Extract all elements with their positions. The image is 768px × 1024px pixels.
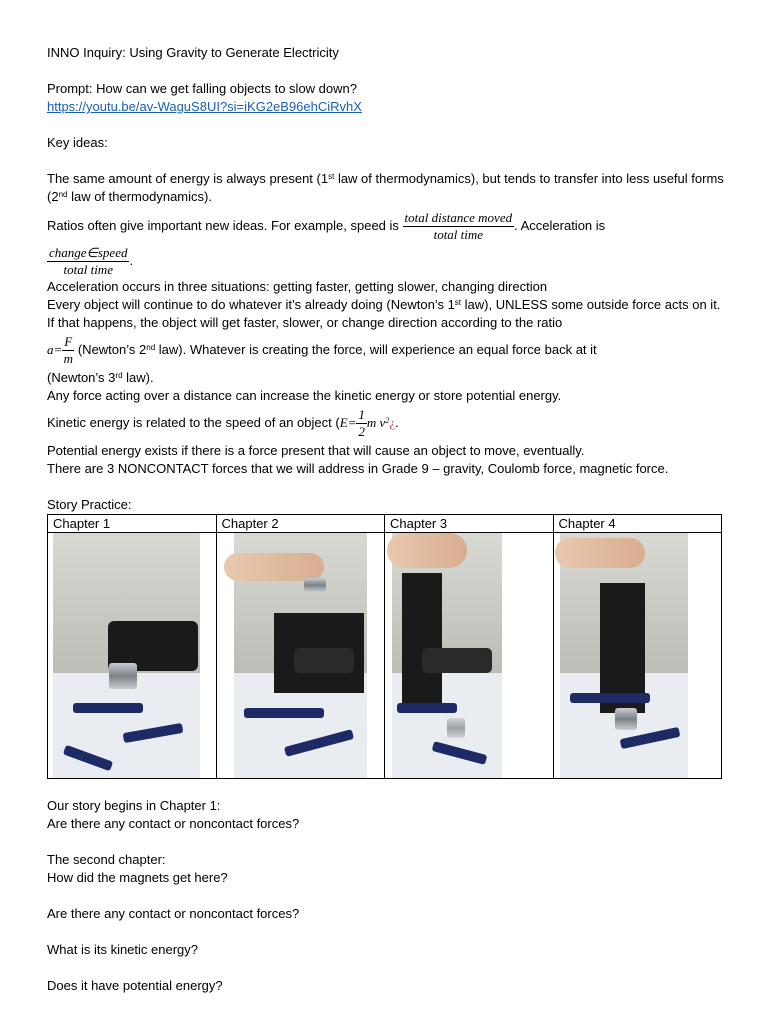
question-5: Are there any contact or noncontact forces? [47,906,300,921]
chapter-4-photo-cell [553,533,722,779]
acceleration-fraction-line: $\frac{\text{change∈speed}}{\text{total time}}$ . [49,245,134,277]
chapter-3-photo-cell [385,533,554,779]
chapter-2-photo-cell [216,533,385,779]
noncontact-forces-text: There are 3 NONCONTACT forces that we will address in Grade 9 – gravity, Coulomb force, magnetic force. [47,461,669,476]
document-body [47,44,727,995]
chapter-1-photo-cell [48,533,217,779]
acceleration-situations: Acceleration occurs in three situations: getting faster, getting slower, changing direction [47,279,548,294]
ratio-paragraph: Ratios often give important new ideas. For example, speed is $\frac{\text{total distance moved}}{\text{total time}}$ . Acceleration is [47,210,606,242]
question-3: The second chapter: [47,852,166,867]
prompt-text: Prompt: How can we get falling objects to slow down? [47,81,357,96]
chapter-3-photo [385,533,553,778]
story-practice-heading: Story Practice: [47,497,132,512]
half-fraction: $\frac{1}{2}$ [358,407,365,439]
chapter-4-header: Chapter 4 [553,515,722,533]
thermodynamics-paragraph: The same amount of energy is always present (1st law of thermodynamics), but tends to transfer into less useful forms (2nd law of thermodynamics). [47,171,724,204]
question-1: Our story begins in Chapter 1: [47,798,221,813]
force-distance-text: Any force acting over a distance can increase the kinetic energy or store potential energy. [47,388,562,403]
acceleration-fraction: $\frac{\text{change∈speed}}{\text{total time}}$ [49,245,128,277]
newton-first-law: Every object will continue to do whatever it’s already doing (Newton’s 1st law), UNLESS some outside force acts on it. If that happens, the object will get faster, slower, or change direction according to the ratio [47,297,721,330]
chapters-table [47,514,722,779]
chapter-1-header: Chapter 1 [48,515,217,533]
potential-energy-text: Potential energy exists if there is a force present that will cause an object to move, eventually. [47,443,585,458]
chapter-3-header: Chapter 3 [385,515,554,533]
question-2: Are there any contact or noncontact forces? [47,816,300,831]
chapter-2-header: Chapter 2 [216,515,385,533]
speed-fraction: $\frac{\text{total distance moved}}{\text{total time}}$ [404,210,513,242]
document-title: INNO Inquiry: Using Gravity to Generate Electricity [47,45,339,60]
kinetic-energy-text: Kinetic energy is related to the speed of an object (E= $\frac{1}{2}$ m $v^2¿$. [47,407,399,439]
chapter-2-photo [217,533,385,778]
youtube-link[interactable]: https://youtu.be/av-WaguS8UI?si=iKG2eB96ehCiRvhX [47,99,362,114]
newton-second-law: a= $\frac{F}{m}$ (Newton’s 2nd law). Whatever is creating the force, will experience an equal force back at it [47,334,597,366]
question-7: Does it have potential energy? [47,978,223,993]
force-mass-fraction: $\frac{F}{m}$ [63,334,73,366]
newton-third-law: (Newton’s 3rd law). [47,370,154,385]
question-4: How did the magnets get here? [47,870,228,885]
key-ideas-heading: Key ideas: [47,135,108,150]
chapter-4-photo [554,533,722,778]
chapter-1-photo [48,533,216,778]
question-6: What is its kinetic energy? [47,942,199,957]
